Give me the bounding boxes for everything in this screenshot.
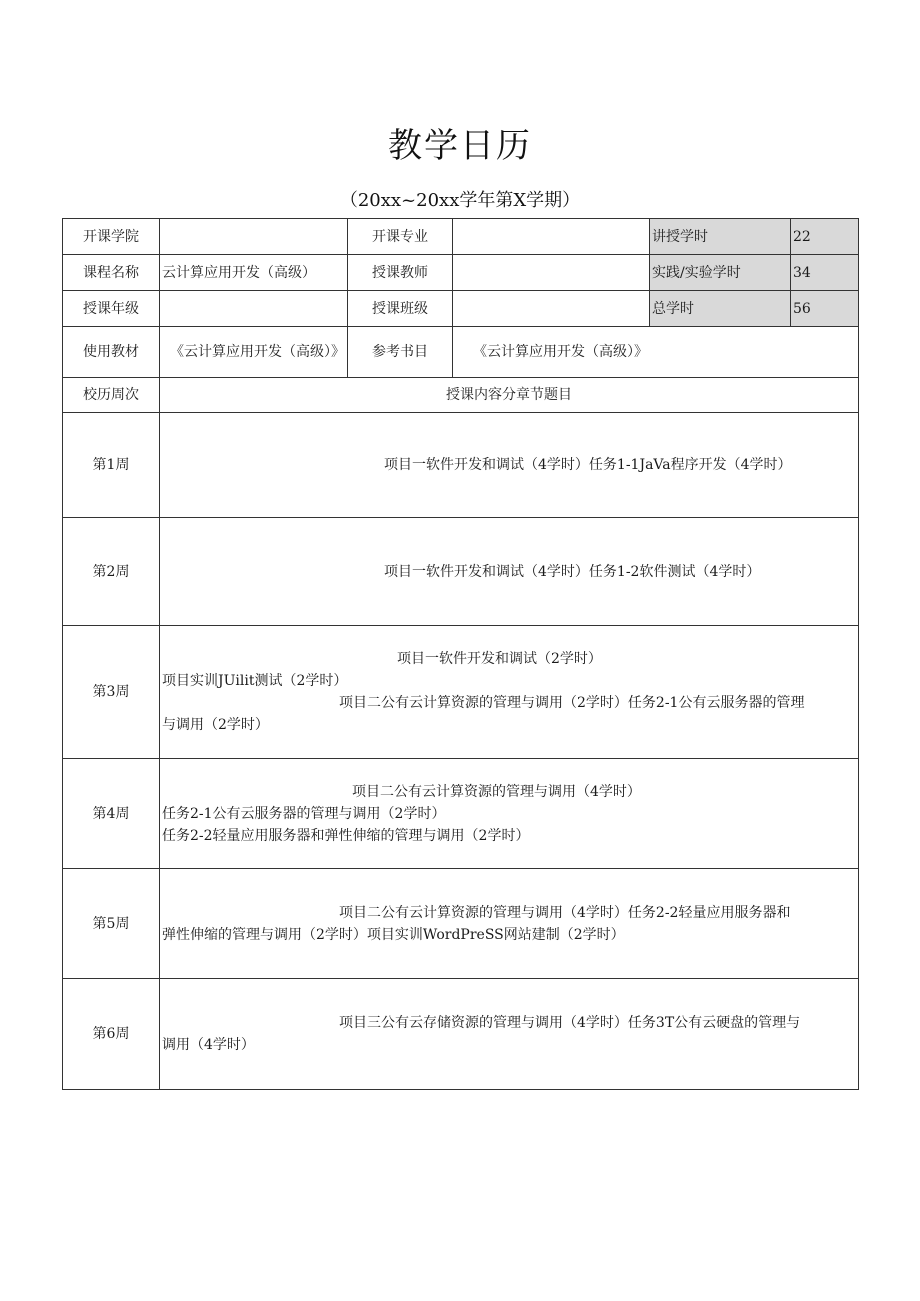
- semester-subtitle: （20xx~20xx学年第X学期）: [339, 190, 581, 211]
- week-content: [160, 518, 859, 626]
- week-number: 第6周: [63, 979, 160, 1090]
- info-row: [63, 255, 859, 291]
- content-line: 项目一软件开发和调试（2学时）: [397, 651, 602, 667]
- textbook-label: 使用教材: [63, 327, 160, 378]
- week-content: [160, 413, 859, 518]
- week-content: [160, 759, 859, 869]
- content-line: 项目一软件开发和调试（4学时）任务1-2软件测试（4学时）: [384, 563, 761, 580]
- week-header: 校历周次: [63, 378, 160, 413]
- week-number: 第4周: [63, 759, 160, 869]
- content-header: 授课内容分章节题目: [160, 378, 859, 413]
- info-row: [63, 291, 859, 327]
- schedule-header-row: [63, 378, 859, 413]
- week-content: [160, 979, 859, 1090]
- page-title: 教学日历: [388, 126, 532, 166]
- content-line: 项目三公有云存储资源的管理与调用（4学时）任务3T公有云硬盘的管理与: [339, 1015, 801, 1031]
- week-row: [63, 413, 859, 518]
- week-number: 第3周: [63, 626, 160, 759]
- teacher-label: 授课教师: [348, 255, 453, 291]
- lecture-hours-label: 讲授学时: [650, 219, 791, 255]
- content-line: 项目二公有云计算资源的管理与调用（4学时）: [352, 783, 641, 800]
- content-line: 任务2-2轻量应用服务器和弹性伸缩的管理与调用（2学时）: [162, 827, 530, 844]
- week-row: [63, 626, 859, 759]
- content-line: 项目实训JUilit测试（2学时）: [162, 673, 348, 689]
- college-value: [160, 219, 348, 255]
- practice-hours-label: 实践/实验学时: [650, 255, 791, 291]
- content-line: 任务2-1公有云服务器的管理与调用（2学时）: [162, 805, 446, 822]
- grade-value: [160, 291, 348, 327]
- reference-label: 参考书目: [348, 327, 453, 378]
- week-number: 第1周: [63, 413, 160, 518]
- class-value: [453, 291, 650, 327]
- textbook-value: 《云计算应用开发（高级）》: [160, 327, 348, 378]
- total-hours-label: 总学时: [650, 291, 791, 327]
- grade-label: 授课年级: [63, 291, 160, 327]
- week-content: [160, 869, 859, 979]
- week-content: [160, 626, 859, 759]
- content-line: 项目二公有云计算资源的管理与调用（2学时）任务2-1公有云服务器的管理: [339, 695, 805, 711]
- info-row: [63, 327, 859, 378]
- week-row: [63, 759, 859, 869]
- content-line: 弹性伸缩的管理与调用（2学时）项目实训WordPreSS网站建制（2学时）: [162, 926, 625, 943]
- content-line: 项目二公有云计算资源的管理与调用（4学时）任务2-2轻量应用服务器和: [339, 904, 791, 921]
- lecture-hours-value: 22: [791, 219, 859, 255]
- content-line: 与调用（2学时）: [162, 717, 269, 733]
- class-label: 授课班级: [348, 291, 453, 327]
- week-row: [63, 869, 859, 979]
- week-row: [63, 518, 859, 626]
- content-line: 项目一软件开发和调试（4学时）任务1-1JaVa程序开发（4学时）: [384, 457, 792, 473]
- teaching-calendar-table: [62, 218, 859, 1090]
- content-line: 调用（4学时）: [162, 1037, 255, 1053]
- info-row: [63, 219, 859, 255]
- practice-hours-value: 34: [791, 255, 859, 291]
- course-label: 课程名称: [63, 255, 160, 291]
- college-label: 开课学院: [63, 219, 160, 255]
- total-hours-value: 56: [791, 291, 859, 327]
- teacher-value: [453, 255, 650, 291]
- week-row: [63, 979, 859, 1090]
- week-number: 第2周: [63, 518, 160, 626]
- major-label: 开课专业: [348, 219, 453, 255]
- course-value: 云计算应用开发（高级）: [160, 255, 348, 291]
- major-value: [453, 219, 650, 255]
- reference-value: 《云计算应用开发（高级）》: [453, 327, 859, 378]
- week-number: 第5周: [63, 869, 160, 979]
